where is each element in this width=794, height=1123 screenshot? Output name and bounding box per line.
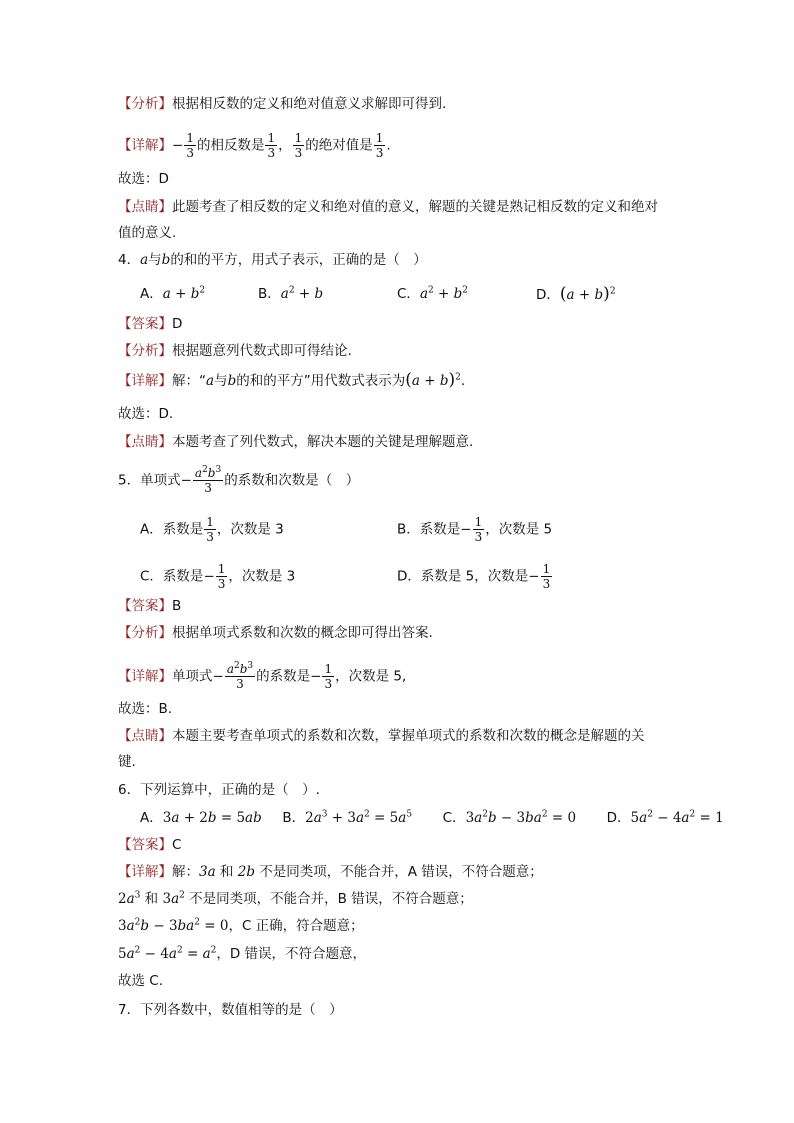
analysis-tag: 【分析】 <box>118 96 172 112</box>
comment-tag: 【点睛】 <box>118 728 172 744</box>
q4-choose: 故选：D. <box>118 406 174 422</box>
q5-option-c: C．系数是− $\frac{1}{3}$ ，次数是 3 <box>140 562 296 591</box>
q6-detail-4: $5a^2 - 4a^2 = a^2$，D 错误，不符合题意， <box>118 945 367 962</box>
q6-detail-2: $2a^3$ 和 $3a^2$ 不是同类项，不能合并，B 错误，不符合题意； <box>118 890 473 907</box>
q5-choose: 故选：B. <box>118 701 173 717</box>
q4-comment: 【点睛】本题考查了列代数式，解决本题的关键是理解题意. <box>118 434 474 450</box>
q4-analysis: 【分析】根据题意列代数式即可得结论. <box>118 343 352 359</box>
comment-tag: 【点睛】 <box>118 434 172 450</box>
detail-tag: 【详解】 <box>118 668 172 685</box>
fraction: $\frac{1}{3}$ <box>375 131 384 160</box>
q3-detail: 【详解】− $\frac{1}{3}$ 的相反数是 $\frac{1}{3}$ ， $\frac{1}{3}$ 的绝对值是 $\frac{1}{3}$ . <box>118 131 391 160</box>
q5-detail: 【详解】单项式− $\frac{a^2b^3}{3}$ 的系数是− $\frac{1}{3}$ ，次数是 5, <box>118 661 407 691</box>
answer-tag: 【答案】 <box>118 598 172 614</box>
q6-options: A．3a + 2b = 5ab B．$2a^3 + 3a^2 = 5a^5$ C．$3a^2b - 3ba^2 = 0$ D．$5a^2 - 4a^2 = 1$ <box>140 809 724 826</box>
q6-choose: 故选 C. <box>118 973 164 989</box>
q4-option-c: C．$a^2 + b^2$ <box>397 285 469 302</box>
q5-answer: 【答案】B <box>118 598 182 614</box>
q5-comment: 【点睛】本题主要考查单项式的系数和次数，掌握单项式的系数和次数的概念是解题的关 <box>118 728 645 744</box>
q4-option-a: A．$a + b^2$ <box>140 285 206 302</box>
q4-stem: 4．a与b的和的平方，用式子表示，正确的是（ ） <box>118 252 427 268</box>
answer-tag: 【答案】 <box>118 316 172 332</box>
comment-tag: 【点睛】 <box>118 199 172 215</box>
monomial-fraction: $\frac{a^2b^3}{3}$ <box>194 465 222 495</box>
q6-detail-3: $3a^2b - 3ba^2 = 0$，C 正确，符合题意； <box>118 917 364 934</box>
q6-detail-1: 【详解】解：3a 和 2b 不是同类项，不能合并，A 错误，不符合题意； <box>118 864 543 880</box>
q3-comment-cont: 值的意义. <box>118 225 177 241</box>
q5-option-a: A．系数是 $\frac{1}{3}$ ，次数是 3 <box>140 515 284 544</box>
fraction: $\frac{1}{3}$ <box>294 131 303 160</box>
q5-option-b: B．系数是− $\frac{1}{3}$ ，次数是 5 <box>397 515 553 544</box>
q5-analysis: 【分析】根据单项式系数和次数的概念即可得出答案. <box>118 625 433 641</box>
fraction: $\frac{1}{3}$ <box>186 131 194 160</box>
q5-stem: 5．单项式− $\frac{a^2b^3}{3}$ 的系数和次数是（ ） <box>118 465 360 495</box>
q3-choose: 故选：D <box>118 171 169 187</box>
q3-comment: 【点睛】此题考查了相反数的定义和绝对值的意义，解题的关键是熟记相反数的定义和绝对 <box>118 199 658 215</box>
answer-tag: 【答案】 <box>118 837 172 853</box>
detail-tag: 【详解】 <box>118 864 172 880</box>
q5-option-d: D．系数是 5，次数是− $\frac{1}{3}$ <box>397 562 551 591</box>
detail-tag: 【详解】 <box>118 373 172 389</box>
analysis-tag: 【分析】 <box>118 343 172 359</box>
analysis-tag: 【分析】 <box>118 625 172 641</box>
q4-option-d: D．$(a + b)^2$ <box>536 284 616 304</box>
q3-analysis: 【分析】根据相反数的定义和绝对值意义求解即可得到. <box>118 96 447 112</box>
detail-tag: 【详解】 <box>118 137 172 154</box>
q4-answer: 【答案】D <box>118 316 183 332</box>
fraction: $\frac{1}{3}$ <box>267 131 276 160</box>
q6-stem: 6．下列运算中，正确的是（ ）. <box>118 782 320 798</box>
q5-comment-cont: 键. <box>118 754 136 770</box>
q6-answer: 【答案】C <box>118 837 182 853</box>
q4-option-b: B．$a^2 + b$ <box>258 285 324 302</box>
q4-detail: 【详解】解：“a与b的和的平方”用代数式表示为$(a + b)^2$. <box>118 370 466 390</box>
q7-stem: 7．下列各数中，数值相等的是（ ） <box>118 1002 343 1018</box>
